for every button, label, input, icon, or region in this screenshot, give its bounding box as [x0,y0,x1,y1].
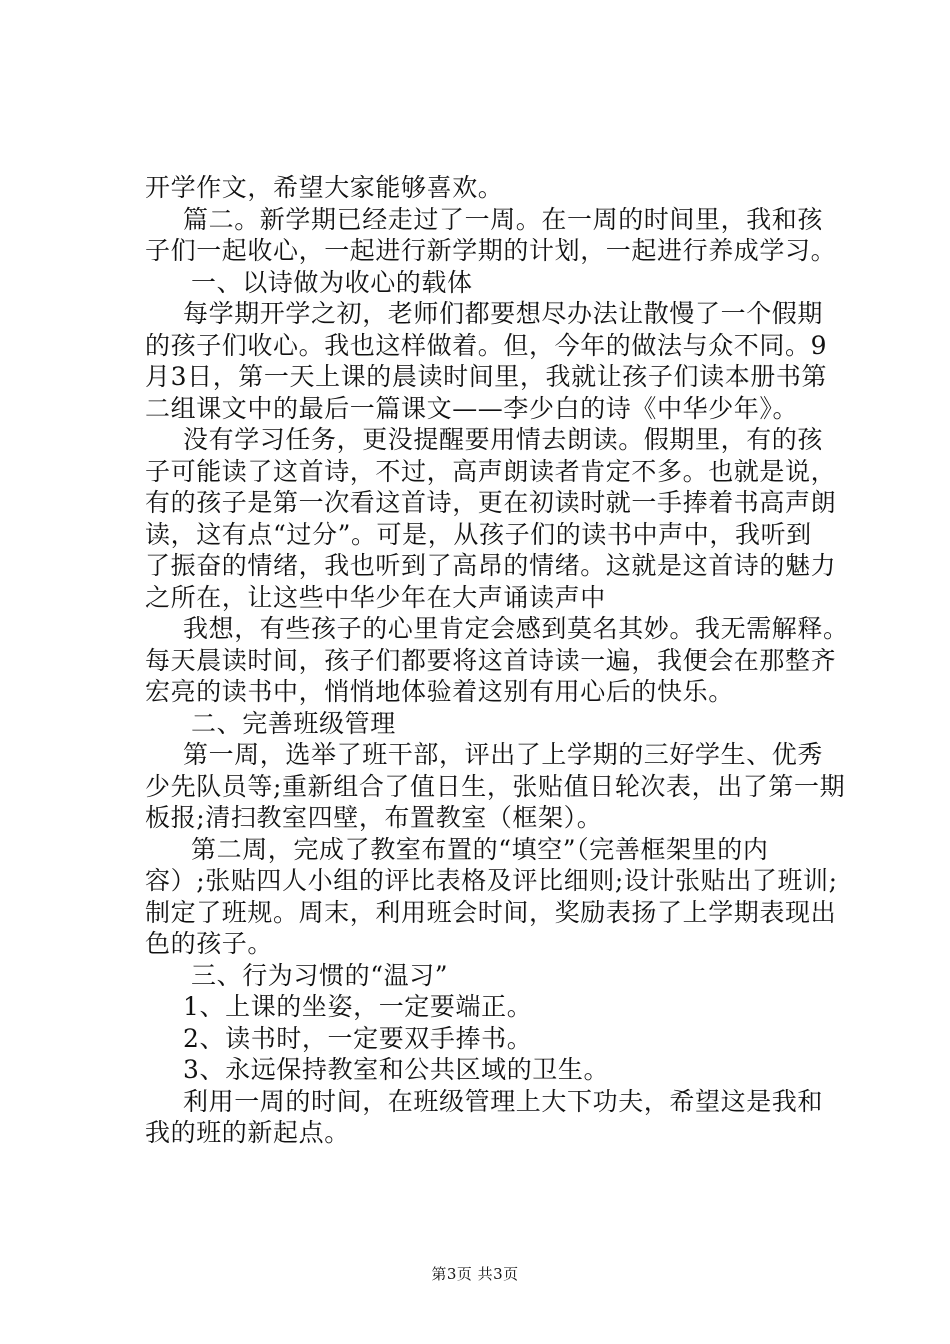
text-line: 1、上课的坐姿，一定要端正。 [183,992,533,1021]
text-line: 2、读书时，一定要双手捧书。 [183,1023,533,1053]
text-line: 板报;清扫教室四壁，布置教室（框架）。 [145,803,603,832]
page-footer [0,1264,950,1284]
text-line: 开学作文，希望大家能够喜欢。 [145,173,504,202]
text-line: 二、完善班级管理 [191,708,396,738]
text-line: 的孩子们收心。我也这样做着。但，今年的做法与众不同。9 [145,330,828,360]
text-line: 我想，有些孩子的心里肯定会感到莫名其妙。我无需解释。 [183,614,849,643]
text-line: 子们一起收心，一起进行新学期的计划，一起进行养成学习。 [145,236,837,265]
text-line: 一、以诗做为收心的载体 [191,267,473,297]
text-line: 我的班的新起点。 [145,1118,350,1147]
text-line: 第一周，选举了班干部，评出了上学期的三好学生、优秀 [183,740,824,769]
page-number: 第3页 共3页 [431,1265,519,1283]
text-line: 宏亮的读书中，悄悄地体验着这别有用心后的快乐。 [145,677,734,706]
text-line: 利用一周的时间，在班级管理上大下功夫，希望这是我和 [183,1086,824,1116]
text-line: 月3日，第一天上课的晨读时间里，我就让孩子们读本册书第 [145,362,828,391]
text-line: 每学期开学之初，老师们都要想尽办法让散慢了一个假期 [183,299,824,328]
text-line: 没有学习任务，更没提醒要用情去朗读。假期里，有的孩 [183,425,824,454]
text-line: 容）;张贴四人小组的评比表格及评比细则;设计张贴出了班训; [145,866,838,895]
text-line: 第二周，完成了教室布置的“填空”（完善框架里的内 [191,834,769,864]
text-line: 子可能读了这首诗，不过，高声朗读者肯定不多。也就是说， [145,456,837,486]
text-line: 少先队员等;重新组合了值日生，张贴值日轮次表，出了第一期 [145,771,846,801]
text-line: 有的孩子是第一次看这首诗，更在初读时就一手捧着书高声朗 [145,488,837,517]
text-line: 三、行为习惯的“温习” [191,960,449,990]
text-line: 每天晨读时间，孩子们都要将这首诗读一遍，我便会在那整齐 [145,645,837,675]
text-line: 读，这有点“过分”。可是，从孩子们的读书中声中，我听到 [145,519,812,549]
text-line: 篇二。新学期已经走过了一周。在一周的时间里，我和孩 [183,204,824,234]
text-line: 制定了班规。周末，利用班会时间，奖励表扬了上学期表现出 [145,897,837,927]
text-line: 二组课文中的最后一篇课文——李少白的诗《中华少年》。 [145,393,799,423]
text-line: 之所在，让这些中华少年在大声诵读声中 [145,582,606,612]
document-body [145,172,849,1149]
text-line: 了振奋的情绪，我也听到了高昂的情绪。这就是这首诗的魅力 [145,551,837,580]
text-line: 色的孩子。 [145,929,274,958]
text-line: 3、永远保持教室和公共区域的卫生。 [183,1055,610,1084]
